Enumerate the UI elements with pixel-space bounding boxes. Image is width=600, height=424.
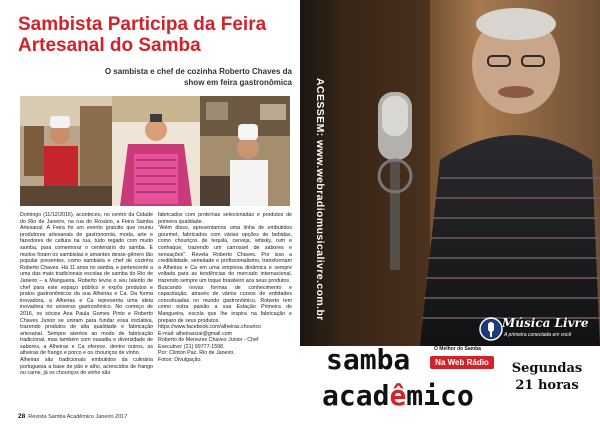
logo-word-academico: acadêmico <box>322 379 474 412</box>
logo-word-samba: samba <box>326 343 411 376</box>
schedule-day: Segundas <box>511 361 583 376</box>
body-paragraph: Alheiras são tradicionais embutidos da culinária portuguesa a base de pão e alho, acrescidos de frango ou carne, já os chouriços de vinho são <box>20 357 153 377</box>
contact-phone: Executivo: (21) 99777-1598. <box>158 343 225 350</box>
photo-credit: Fotos: Divulgação. <box>158 357 202 364</box>
chef-photo-kitchen <box>200 96 290 206</box>
radio-ad-page <box>300 0 600 424</box>
article-body-right-column <box>158 212 292 364</box>
body-paragraph: fabricados com proteínas selecionadas e produtos de primeira qualidade. <box>158 212 292 225</box>
photo-strip <box>20 96 290 206</box>
body-paragraph: Buscando novas formas de conhecimento e capacitação, através de vários cursos de entidades conceituadas no mundo gastronômico, Roberto tem como outra paixão a sua Estação Primeira de Mangueira, escola que lhe inspira na fabricação e preparo de seus produtos. <box>158 284 292 324</box>
page-footer <box>18 413 127 420</box>
email-line: E-mail: alheirasciai@gmail.com <box>158 330 232 337</box>
body-paragraph: "Além disso, apresentamos uma linha de embutidos gourmet, fabricados com várias opções de bebidas, como chouriços de tequila, cerveja, whisky, rum e conhaque, trazendo um carrossel de sabores e sensações". Revela Roberto Chaves. Por isso a credibilidade, seriedade e profissionalismo, transformam a Alheiras e Ca em uma empresa dinâmica e sempre voltada para as tendências do mercado internacional, trazendo sempre um toque brasileiro aos seus produtos. <box>158 225 292 284</box>
page-number: 28 <box>18 413 26 420</box>
article-headline: Sambista Participa da Feira Artesanal do Samba <box>18 14 267 56</box>
radio-badge-icon <box>478 316 504 342</box>
studio-host-photo <box>300 0 600 346</box>
samba-academico-logo <box>320 344 496 422</box>
radio-name: Música Livre <box>502 316 589 330</box>
byline: Por: Clinton Paz. Rio de Janeiro. <box>158 350 235 357</box>
musica-livre-badge <box>478 316 596 344</box>
magazine-issue: Revista Samba Acadêmico Janeiro 2017 <box>28 414 128 420</box>
logo-tagline: O Melhor do Samba <box>434 346 481 352</box>
contact-name: Roberto de Menezes Chaves Junior - Chef <box>158 337 259 344</box>
logo-web-radio-pill: Na Web Rádio <box>430 356 494 369</box>
chef-photo-tent <box>20 96 112 206</box>
article-subtitle: O sambista e chef de cozinha Roberto Chaves da show em feira gastronômica <box>104 67 292 87</box>
body-paragraph: Domingo (11/12/2016), aconteceu, no centro da Cidade do Rio de Janeiro, na rua do Rosário, a Feira Samba Artesanal. A Feira foi um evento gratuito que reuniu produtores artesanais de gastronomia, moda, arte e fazedores de cultura na rua, tudo regado com muito samba, para comemorar o centenário do samba. E muitos foram os sambistas e amantes desse gênero tão popular presentes, como sambista e chef de cozinha Roberto Chaves. Há 11 anos no samba, e pertencente a uma das mais tradicionais escolas de samba do Rio de Janeiro – a Mangueira, Roberto levou o seu talento de chef para este espaço público e expôs produtos e pratos gastronômicos da sua Alheiras e Ca. Da forma inovadora, a Alheiras e Ca representa uma ideia inovadora no universo gastronômico. No começo de 2016, os sócios Ana Paula Gomes Pinto e Roberto Chaves Junior se uniram para fundar essa iniciativa, trazendo produtos de alta qualidade e fabricação artesanal. Sempre atentos ao modo de fabricação tradicional, mas também com ousadia e diversidade de sabores, a Alheiras e Ca oferece, dentre outros, as alheiras de frango e porco e os chouriços de vinho. <box>20 212 153 357</box>
radio-tagline: A primeira conectada em você <box>504 332 572 338</box>
broadcast-schedule <box>500 360 594 394</box>
facebook-link[interactable]: https://www.facebook.com/alheiras.chourico <box>158 324 262 331</box>
website-vertical-text[interactable]: ACESSEM: www.webradiomusicalivre.com.br <box>314 78 326 321</box>
chef-photo-apron <box>112 96 200 206</box>
article-body-left-column <box>20 212 153 377</box>
schedule-time: 21 horas <box>515 378 579 393</box>
